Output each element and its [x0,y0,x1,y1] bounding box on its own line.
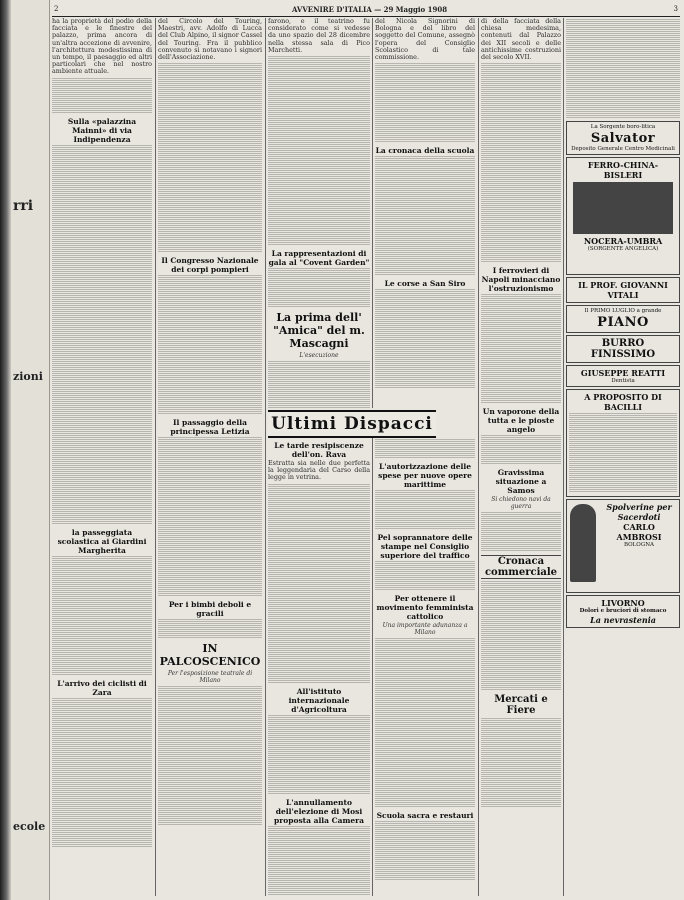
article-text: farono, e il teatrino fu considerato come si vedesse da uno spazio del 28 dicembre nella stessa sala di Pico Marchetti. [268,18,370,54]
page-number: 2 [54,5,59,13]
ad-title: PIANO [597,314,649,330]
dispatch-text: Estratta sia nelle due perfetta la leggendaria del Carso della legge in vetrina. [268,459,370,482]
page-number: 3 [673,5,678,13]
ad-small-text: Deposito Generale Centro Medicinali [571,145,675,152]
ad-title: IL PROF. GIOVANNI VITALI [578,280,668,300]
article-headline: I ferrovieri di Napoli minacciano l'ostruzionismo [481,266,561,294]
article-text: del Circolo del Touring, Maestri, avv. Adolfo di Lucca del Club Alpino, il signor Cassel del Touring. Fra il pubblico convenuto si notavano i signori dell'Associazione. [158,18,262,62]
ad-title: GIUSEPPE REATTI [580,367,666,378]
ad-farmacia-livorno [566,595,680,628]
article-headline: L'arrivo dei ciclisti di Zara [57,678,147,697]
article-text: di della facciata della chiesa medesima, contenuti dal Palazzo dei XII secoli e delle antichissime costruzioni del secolo XVII. [481,18,561,62]
prev-page-fragment: ecole [13,820,46,833]
dispatch-headline: Scuola sacra e restauri [376,811,474,820]
ad-salvator [566,121,680,155]
ad-subtitle: Dentista [611,377,635,384]
article-headline: Cronaca commerciale [481,555,561,579]
article-text: ha la proprietà del podio della facciata e le finestre del palazzo, prima ancora di un'altra accezione di avvenire, l'architettura modestissima di un tempo, il paesaggio ed altri particolari che nel nostro ambiente attuale. [52,18,152,76]
ad-ferro-china-bisleri [566,157,680,275]
article-headline: La prima dell' "Amica" del m. Mascagni [273,311,365,351]
ad-reatti [566,365,680,388]
ad-small-text: BOLOGNA [624,542,654,548]
binding-shadow [0,0,11,900]
dispatch-headline: All'istituto internazionale d'Agricoltura [288,686,350,714]
ad-prof-vitali [566,277,680,303]
priest-figure-illustration [570,504,596,582]
ad-piano [566,305,680,333]
article-headline: Un vaporone della tutta e le pioste angelo [482,407,560,435]
article-headline: Mercati e Fiere [494,694,548,717]
masthead-title: AVVENIRE D'ITALIA — 29 Maggio 1908 [292,5,448,14]
previous-page-edge [11,0,50,900]
article-headline: La rappresentazioni di gala al "Covent Garden" [268,249,370,268]
ad-title: Spolverine per Sacerdoti [606,502,672,522]
portrait-illustration [573,182,673,234]
ultimi-dispacci-banner: Ultimi Dispacci [268,410,436,438]
article-headline: IN PALCOSCENICO [159,642,261,669]
article-headline: Gravissima situazione a Samos [495,468,547,496]
dispatch-headline: Le tarde resipiscenze dell'on. Rava [274,441,364,459]
ad-subtitle: Il PRIMO LUGLIO a grande [584,308,662,314]
ad-title: BURRO FINISSIMO [590,337,656,360]
article-subheadline: Per l'esposizione teatrale di Milano [167,670,253,685]
dispatch-subheadline: Una importante adunanza a Milano [382,622,468,636]
article-text: del Nicola Signorini di Bologna e del libro del soggetto del Comune, assegnò l'opera del Consiglio Scolastico di tale commissione. [375,18,475,62]
ad-title: Salvator [590,130,656,146]
dispatch-headline: Pel soprannatore delle stampe nel Consiglio superiore del traffico [377,533,473,560]
ad-subtitle: Dolori e bruciori di stomaco [579,608,667,614]
page-header [52,2,680,17]
ad-title: FERRO-CHINA-BISLERI [587,160,659,180]
advertisement-column [566,18,680,896]
ad-bacilli [566,389,680,497]
column-rule [478,18,479,896]
ad-title: A PROPOSITO DI BACILLI [584,392,662,412]
column-1 [52,18,152,896]
dispatch-headline: Per ottenere il movimento femminista cattolico [376,594,474,621]
ad-subtitle: La nevrastenia [590,614,656,625]
column-rule [155,18,156,896]
article-headline: La cronaca della scuola [375,146,475,156]
column-rule [265,18,266,896]
article-headline: Le corse a San Siro [384,279,466,289]
article-headline: Per i bimbi deboli e gracili [168,600,252,619]
dispatches-column-right [375,438,475,896]
ad-title: LIVORNO [601,598,645,608]
article-headline: Il Congresso Nazionale dei corpi pompieri [161,256,259,275]
prev-page-fragment: zioni [13,370,43,383]
column-2 [158,18,262,896]
dispatch-headline: L'annullamento dell'elezione di Mosi proposta alla Camera [274,797,364,825]
prev-page-fragment: rri [13,198,34,214]
article-headline: la passeggiata scolastica ai Giardini Margherita [57,527,147,555]
column-3 [268,18,370,408]
article-subheadline: L'esecuzione [299,352,339,360]
column-rule [372,438,373,896]
column-4 [375,18,475,408]
ad-subtitle: La Sorgente boro-litica [590,124,656,130]
column-5 [481,18,561,896]
ad-subtitle: CARLO AMBROSI [616,522,662,542]
ad-spolverine [566,499,680,593]
dispatch-headline: L'autorizzazione delle spese per nuove opere marittime [378,462,472,489]
column-rule [372,18,373,408]
article-subheadline: Si chiedono navi da guerra [491,496,551,511]
ad-subtitle: NOCERA-UMBRA [583,236,663,246]
ad-burro [566,335,680,363]
article-headline: Sulla «palazzina Mainni» di via Indipendenza [67,116,137,144]
column-rule [563,18,564,896]
article-headline: Il passaggio della principessa Letizia [170,418,250,437]
ad-small-text: (SORGENTE ANGELICA) [587,246,659,252]
dispatches-column-left [268,438,370,896]
